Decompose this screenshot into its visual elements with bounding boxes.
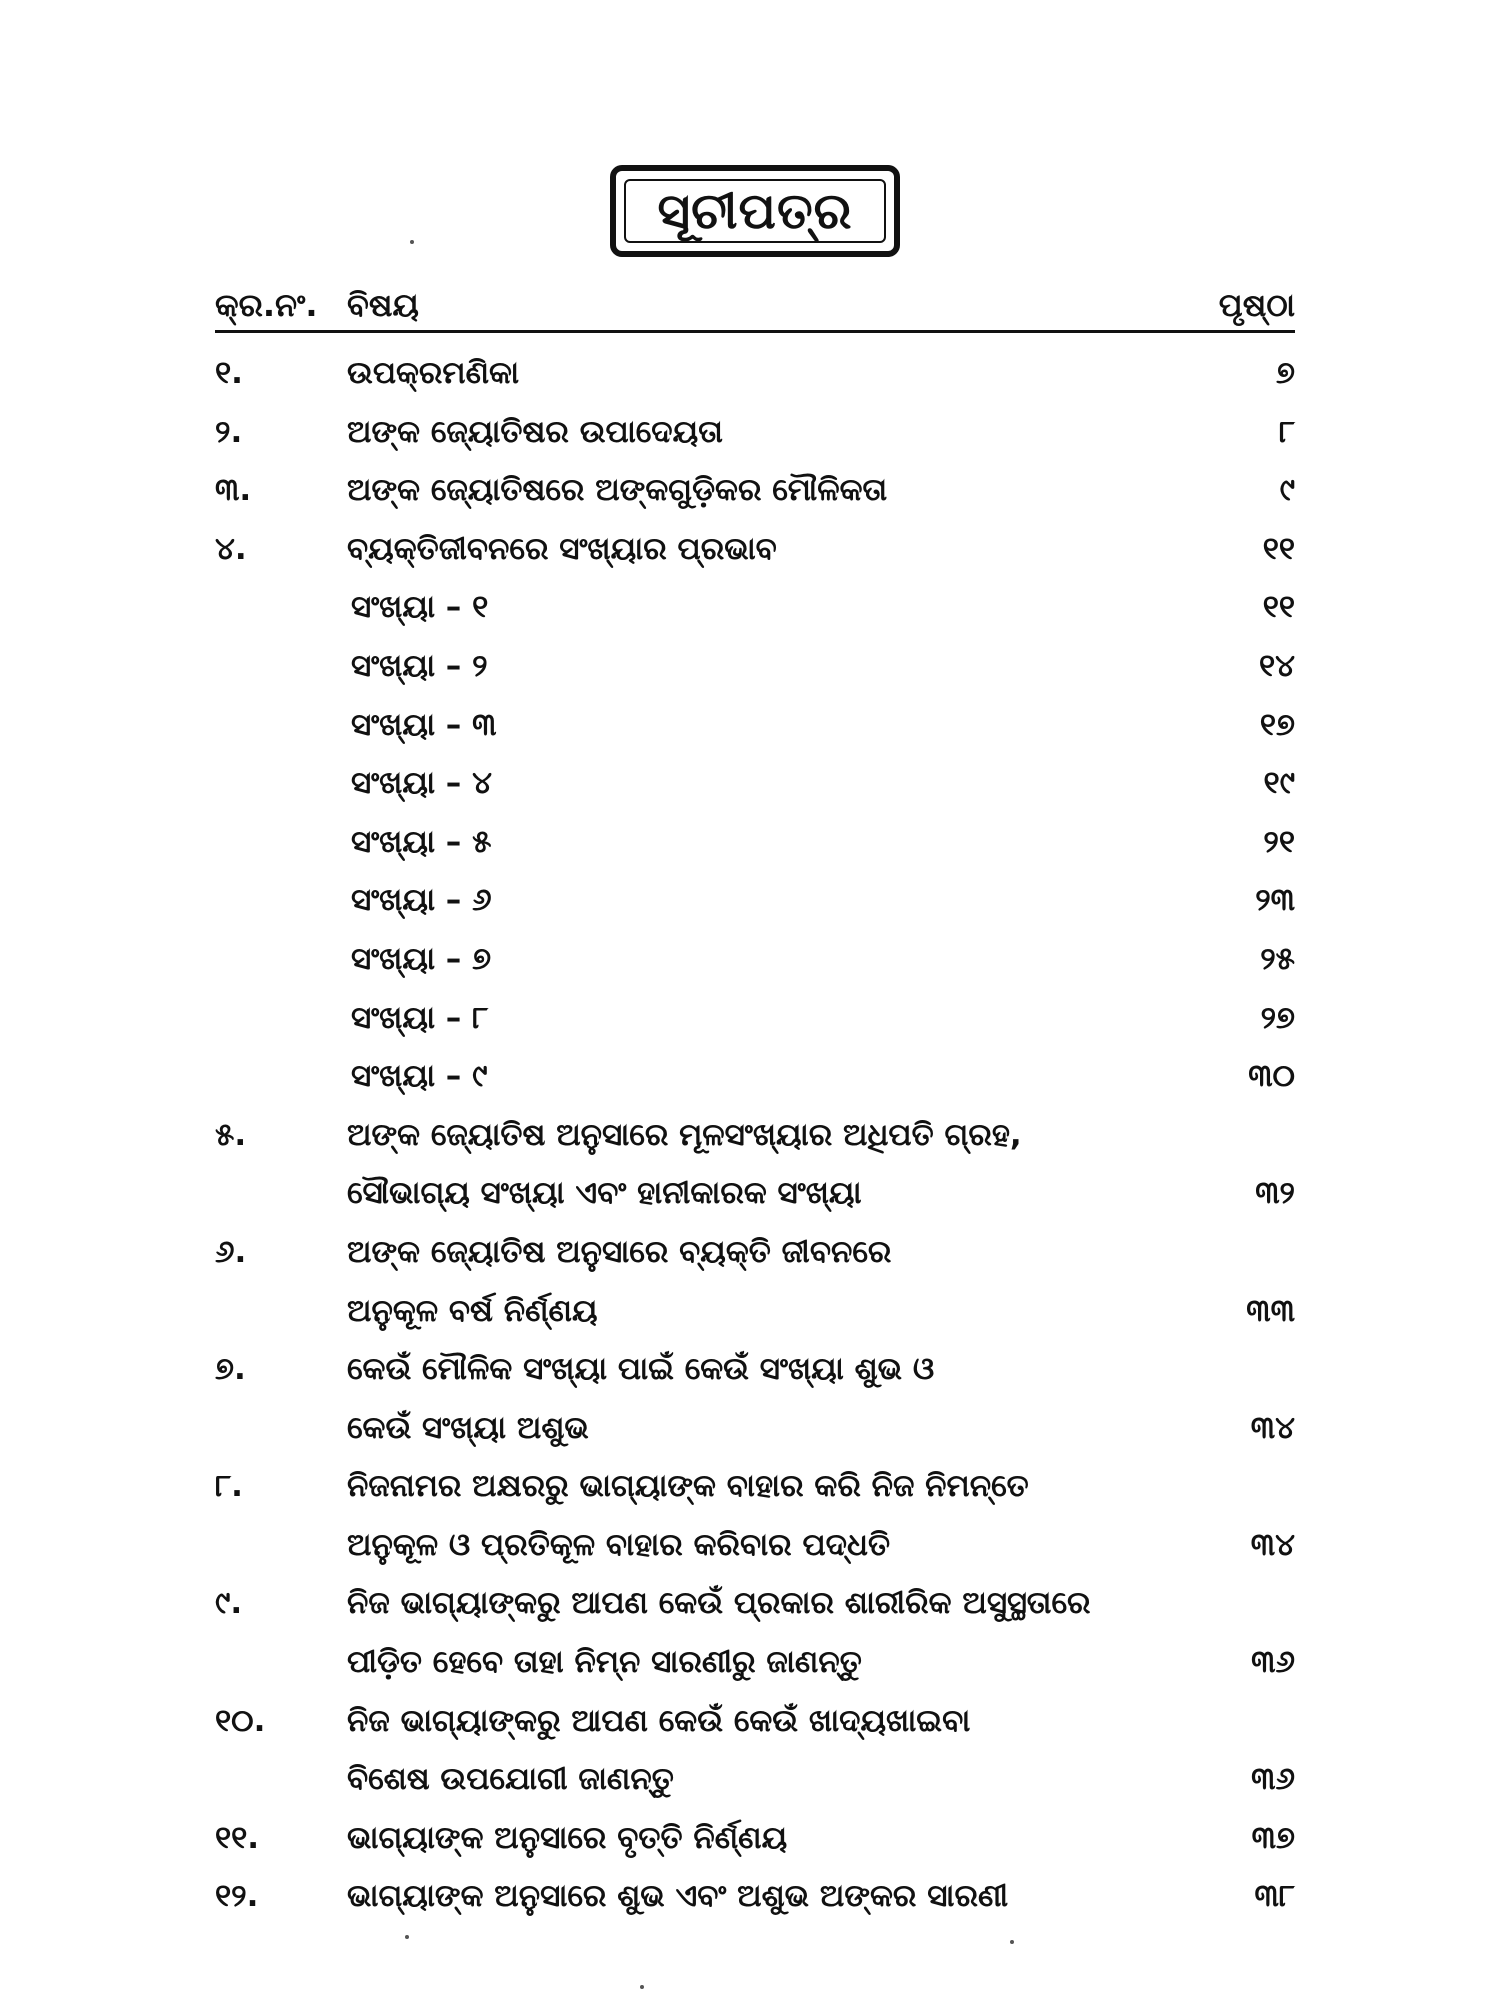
toc-row-subject: କେଉଁ ମୌଳିକ ସଂଖ୍ୟା ପାଇଁ କେଉଁ ସଂଖ୍ୟା ଶୁଭ ଓ: [347, 1351, 935, 1388]
print-speck: [640, 1985, 644, 1989]
toc-row-subject: ବ୍ୟକ୍ତିଜୀବନରେ ସଂଖ୍ୟାର ପ୍ରଭାବ: [347, 530, 777, 567]
title-box: [610, 165, 900, 257]
toc-row-subject: ଅନୁକୂଳ ଓ ପ୍ରତିକୂଳ ବାହାର କରିବାର ପଦ୍ଧତି: [347, 1526, 891, 1563]
toc-row-number: ୧୧.: [215, 1819, 260, 1856]
toc-row: [215, 637, 1295, 696]
toc-row-number: ୨.: [215, 413, 243, 450]
toc-row: [215, 1340, 1295, 1399]
toc-row: [215, 1809, 1295, 1868]
toc-row-subject: ଭାଗ୍ୟାଙ୍କ ଅନୁସାରେ ବୃତ୍ତି ନିର୍ଣ୍ଣୟ: [347, 1819, 788, 1856]
toc-row: [215, 1282, 1295, 1341]
toc-row-page: ୩୩: [1246, 1292, 1295, 1329]
toc-row-subject: ଅଙ୍କ ଜ୍ୟୋତିଷ ଅନୁସାରେ ମୂଳସଂଖ୍ୟାର ଅଧିପତି ଗ୍ରହ,: [347, 1116, 1022, 1153]
toc-row-number: ୧୨.: [215, 1878, 259, 1915]
toc-row: [215, 930, 1295, 989]
header-rule: [215, 330, 1295, 333]
toc-row: [215, 989, 1295, 1048]
toc-row: [215, 1750, 1295, 1809]
toc-row: [215, 696, 1295, 755]
toc-row-page: ୧୧: [1262, 589, 1295, 626]
print-speck: [410, 240, 414, 244]
toc-row-page: ୯: [1279, 472, 1295, 509]
toc-row: [215, 1692, 1295, 1751]
toc-row-subject: ସଂଖ୍ୟା – ୯: [351, 1058, 488, 1095]
toc-row-number: ୧.: [215, 355, 243, 391]
toc-row-subject: ସଂଖ୍ୟା – ୧: [351, 589, 489, 626]
toc-row: [215, 871, 1295, 930]
toc-row: [215, 754, 1295, 813]
toc-row: [215, 1516, 1295, 1575]
toc-row-subject: ନିଜ ଭାଗ୍ୟାଙ୍କରୁ ଆପଣ କେଉଁ କେଉଁ ଖାଦ୍ୟଖାଇବା: [347, 1702, 971, 1739]
toc-row-number: ୯.: [215, 1585, 243, 1622]
toc-row-page: ୩୪: [1250, 1526, 1295, 1563]
toc-row-subject: ନିଜ ଭାଗ୍ୟାଙ୍କରୁ ଆପଣ କେଉଁ ପ୍ରକାର ଶାରୀରିକ ଅସୁସ୍ଥତାରେ: [347, 1585, 1091, 1622]
toc-row-page: ୧୯: [1263, 765, 1295, 802]
toc-row: [215, 403, 1295, 462]
toc-row: [215, 1633, 1295, 1692]
toc-row-subject: ଭାଗ୍ୟାଙ୍କ ଅନୁସାରେ ଶୁଭ ଏବଂ ଅଶୁଭ ଅଙ୍କର ସାରଣୀ: [347, 1878, 1009, 1915]
toc-list: [215, 344, 1295, 1926]
toc-row-page: ୩୮: [1254, 1878, 1295, 1915]
page-title: ସୂଚୀପତ୍ର: [657, 181, 853, 240]
header-subject: ବିଷୟ: [347, 286, 419, 324]
toc-row-subject: ସଂଖ୍ୟା – ୬: [351, 882, 492, 919]
toc-row-number: ୬.: [215, 1233, 247, 1270]
toc-row-subject: ବିଶେଷ ଉପଯୋଗୀ ଜାଣନ୍ତୁ: [347, 1761, 674, 1798]
toc-row-number: ୫.: [215, 1116, 247, 1153]
toc-row-subject: ପୀଡ଼ିତ ହେବେ ତାହା ନିମ୍ନ ସାରଣୀରୁ ଜାଣନ୍ତୁ: [347, 1644, 862, 1681]
toc-row-subject: ନିଜନାମର ଅକ୍ଷରରୁ ଭାଗ୍ୟାଙ୍କ ବାହାର କରି ନିଜ ନିମନ୍ତେ: [347, 1468, 1029, 1505]
toc-row-number: ୩.: [215, 472, 252, 509]
print-speck: [1010, 1940, 1014, 1944]
toc-row: [215, 1399, 1295, 1458]
toc-row-subject: ଅଙ୍କ ଜ୍ୟୋତିଷରେ ଅଙ୍କଗୁଡ଼ିକର ମୌଳିକତା: [347, 472, 888, 509]
toc-row-subject: ଉପକ୍ରମଣିକା: [347, 355, 520, 391]
toc-row-subject: ସଂଖ୍ୟା – ୫: [351, 823, 492, 860]
toc-row-page: ୩୨: [1255, 1175, 1295, 1212]
toc-row: [215, 1574, 1295, 1633]
toc-row: [215, 813, 1295, 872]
toc-row-page: ୧୧: [1262, 530, 1295, 567]
toc-row: [215, 1457, 1295, 1516]
toc-row-number: ୪.: [215, 530, 247, 567]
toc-row-page: ୩୦: [1248, 1058, 1295, 1095]
print-speck: [405, 1935, 409, 1939]
toc-row-subject: ସଂଖ୍ୟା – ୩: [351, 706, 497, 743]
toc-row-page: ୩୬: [1251, 1644, 1295, 1681]
header-page: ପୃଷ୍ଠା: [1218, 286, 1295, 324]
toc-row-page: ୨୫: [1260, 940, 1295, 977]
toc-row-page: ୧୪: [1258, 647, 1295, 684]
toc-row: [215, 1106, 1295, 1165]
toc-row-page: ୨୧: [1263, 823, 1295, 860]
toc-row-page: ୭: [1276, 355, 1295, 391]
toc-row-page: ୮: [1278, 413, 1295, 450]
toc-row-page: ୨୭: [1260, 999, 1295, 1036]
toc-row-number: ୧୦.: [215, 1702, 266, 1739]
toc-row-subject: ଅଙ୍କ ଜ୍ୟୋତିଷ ଅନୁସାରେ ବ୍ୟକ୍ତି ଜୀବନରେ: [347, 1233, 892, 1270]
toc-row: [215, 1047, 1295, 1106]
toc-row: [215, 1867, 1295, 1926]
toc-row-subject: ସୌଭାଗ୍ୟ ସଂଖ୍ୟା ଏବଂ ହାନୀକାରକ ସଂଖ୍ୟା: [347, 1175, 862, 1212]
toc-row: [215, 578, 1295, 637]
toc-header: [215, 280, 1295, 330]
toc-row: [215, 1164, 1295, 1223]
toc-row-subject: ସଂଖ୍ୟା – ୭: [351, 940, 492, 977]
toc-row-number: ୭.: [215, 1351, 246, 1388]
toc-row-subject: କେଉଁ ସଂଖ୍ୟା ଅଶୁଭ: [347, 1409, 589, 1446]
header-serial: କ୍ର.ନଂ.: [215, 286, 318, 324]
toc-row-subject: ଅନୁକୂଳ ବର୍ଷ ନିର୍ଣ୍ଣୟ: [347, 1292, 598, 1329]
toc-row-page: ୩୬: [1251, 1761, 1295, 1798]
toc-row-page: ୩୭: [1251, 1819, 1295, 1856]
toc-row-subject: ସଂଖ୍ୟା – ୪: [351, 765, 492, 802]
toc-row-number: ୮.: [215, 1468, 243, 1505]
toc-row: [215, 520, 1295, 579]
toc-row: [215, 1223, 1295, 1282]
toc-row: [215, 344, 1295, 403]
toc-row-subject: ଅଙ୍କ ଜ୍ୟୋତିଷର ଉପାଦେୟତା: [347, 413, 723, 450]
toc-row-page: ୧୭: [1259, 706, 1295, 743]
toc-row-page: ୩୪: [1250, 1409, 1295, 1446]
toc-row-page: ୨୩: [1255, 882, 1295, 919]
toc-row-subject: ସଂଖ୍ୟା – ୮: [351, 999, 489, 1036]
toc-row: [215, 461, 1295, 520]
toc-row-subject: ସଂଖ୍ୟା – ୨: [351, 647, 488, 684]
